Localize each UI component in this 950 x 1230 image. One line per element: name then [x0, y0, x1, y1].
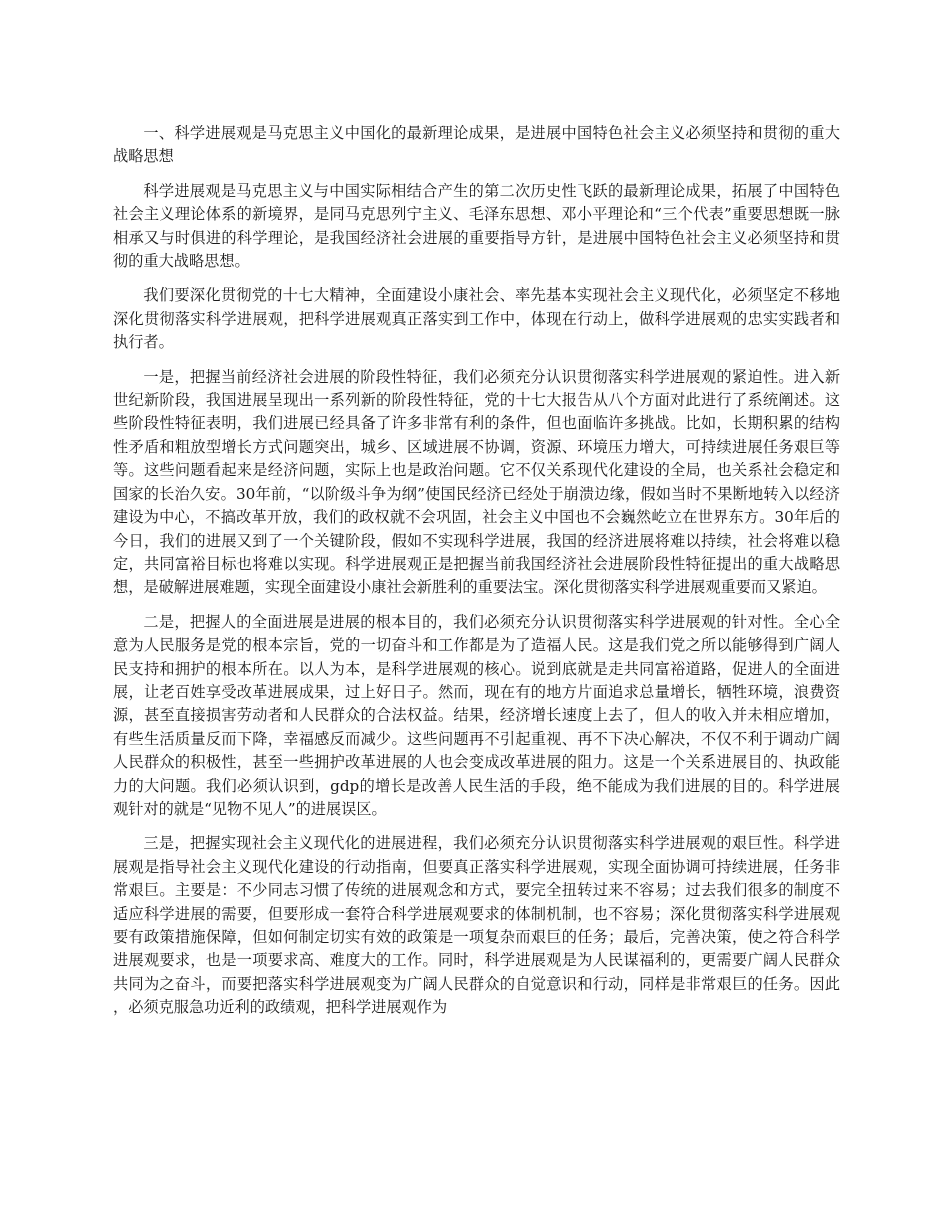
- paragraph: 二是，把握人的全面进展是进展的根本目的，我们必须充分认识贯彻落实科学进展观的针对性。全心全意为人民服务是党的根本宗旨，党的一切奋斗和工作都是为了造福人民。这是我们党之所以能够得到广阔人民支持和拥护的根本所在。以人为本，是科学进展观的核心。说到底就是走共同富裕道路，促进人的全面进展，让老百姓享受改革进展成果，过上好日子。然而，现在有的地方片面追求总量增长，牺牲环境，浪费资源，甚至直接损害劳动者和人民群众的合法权益。结果，经济增长速度上去了，但人的收入并未相应增加，有些生活质量反而下降，幸福感反而减少。这些问题再不引起重视、再不下决心解决，不仅不利于调动广阔人民群众的积极性，甚至一些拥护改革进展的人也会变成改革进展的阻力。这是一个关系进展目的、执政能力的大问题。我们必须认识到，gdp的增长是改善人民生活的手段，绝不能成为我们进展的目的。科学进展观针对的就是“见物不见人”的进展误区。: [113, 612, 840, 818]
- section-heading: 一、科学进展观是马克思主义中国化的最新理论成果，是进展中国特色社会主义必须坚持和贯彻的重大战略思想: [113, 124, 840, 166]
- paragraph: 我们要深化贯彻党的十七大精神，全面建设小康社会、率先基本实现社会主义现代化，必须坚定不移地深化贯彻落实科学进展观，把科学进展观真正落实到工作中，体现在行动上，做科学进展观的忠实实践者和执行者。: [113, 286, 840, 352]
- paragraph: 一是，把握当前经济社会进展的阶段性特征，我们必须充分认识贯彻落实科学进展观的紧迫性。进入新世纪新阶段，我国进展呈现出一系列新的阶段性特征，党的十七大报告从八个方面对此进行了系统阐述。这些阶段性特征表明，我们进展已经具备了许多非常有利的条件，但也面临许多挑战。比如，长期积累的结构性矛盾和粗放型增长方式问题突出，城乡、区域进展不协调，资源、环境压力增大，可持续进展任务艰巨等等。这些问题看起来是经济问题，实际上也是政治问题。它不仅关系现代化建设的全局，也关系社会稳定和国家的长治久安。30年前，“以阶级斗争为纲”使国民经济已经处于崩溃边缘，假如当时不果断地转入以经济建设为中心，不搞改革开放，我们的政权就不会巩固，社会主义中国也不会巍然屹立在世界东方。30年后的今日，我们的进展又到了一个关键阶段，假如不实现科学进展，我国的经济进展将难以持续，社会将难以稳定，共同富裕目标也将难以实现。科学进展观正是把握当前我国经济社会进展阶段性特征提出的重大战略思想，是破解进展难题，实现全面建设小康社会新胜利的重要法宝。深化贯彻落实科学进展观重要而又紧迫。: [113, 367, 840, 597]
- paragraph: 三是，把握实现社会主义现代化的进展进程，我们必须充分认识贯彻落实科学进展观的艰巨性。科学进展观是指导社会主义现代化建设的行动指南，但要真正落实科学进展观，实现全面协调可持续进展，任务非常艰巨。主要是：不少同志习惯了传统的进展观念和方式，要完全扭转过来不容易；过去我们很多的制度不适应科学进展的需要，但要形成一套符合科学进展观要求的体制机制，也不容易；深化贯彻落实科学进展观要有政策措施保障，但如何制定切实有效的政策是一项复杂而艰巨的任务；最后，完善决策，使之符合科学进展观要求，也是一项要求高、难度大的工作。同时，科学进展观是为人民谋福利的，更需要广阔人民群众共同为之奋斗，而要把落实科学进展观变为广阔人民群众的自觉意识和行动，同样是非常艰巨的任务。因此，必须克服急功近利的政绩观，把科学进展观作为: [113, 834, 840, 1017]
- paragraph: 科学进展观是马克思主义与中国实际相结合产生的第二次历史性飞跃的最新理论成果，拓展了中国特色社会主义理论体系的新境界，是同马克思列宁主义、毛泽东思想、邓小平理论和“三个代表”重要思想既一脉相承又与时俱进的科学理论，是我国经济社会进展的重要指导方针，是进展中国特色社会主义必须坚持和贯彻的重大战略思想。: [113, 181, 840, 271]
- document-body: [113, 122, 840, 1031]
